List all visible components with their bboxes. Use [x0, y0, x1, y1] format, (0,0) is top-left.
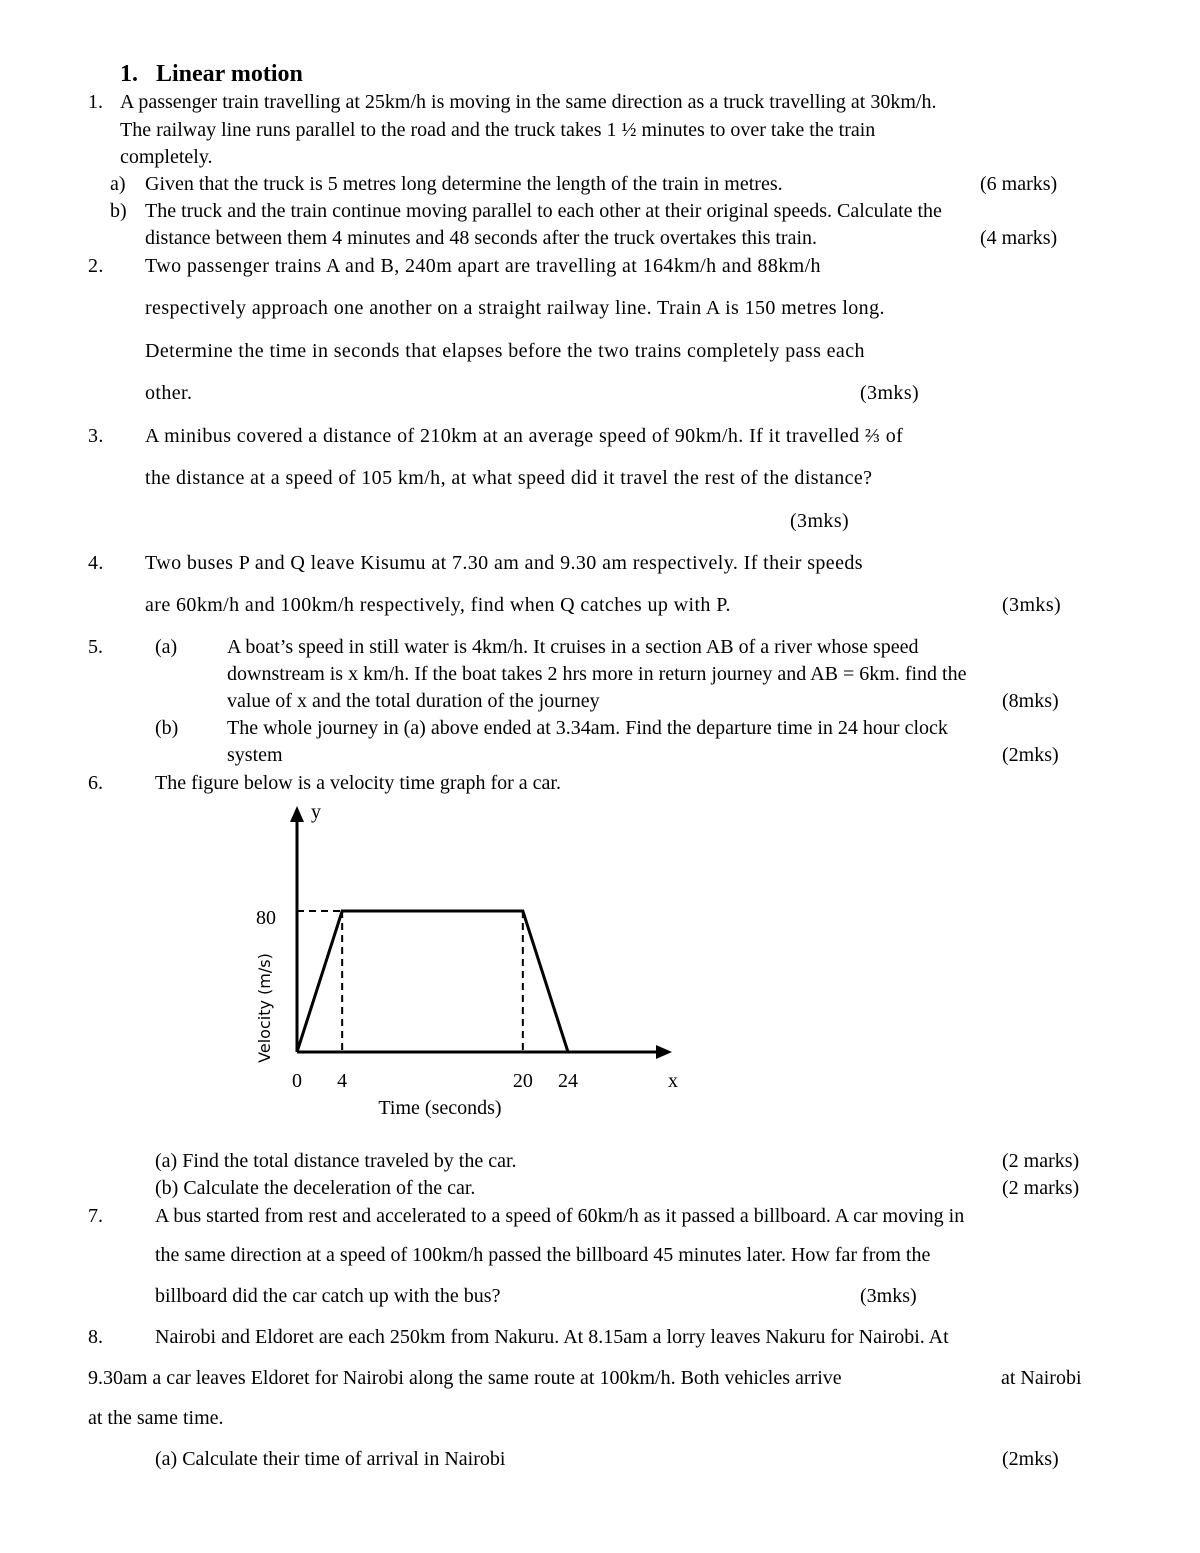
question-text-line: the same direction at a speed of 100km/h passed the billboard 45 minutes later. How far from the — [155, 1244, 931, 1266]
question-text-line: the distance at a speed of 105 km/h, at what speed did it travel the rest of the distance? — [145, 467, 873, 489]
subpart-text: distance between them 4 minutes and 48 seconds after the truck overtakes this train. — [145, 227, 818, 249]
subpart-text: The truck and the train continue moving parallel to each other at their original speeds. Calculate the — [145, 200, 942, 222]
subpart-text: system — [227, 744, 283, 766]
question-text-line: Two passenger trains A and B, 240m apart are travelling at 164km/h and 88km/h — [145, 255, 821, 277]
graph-axes — [290, 806, 672, 1059]
x-tick-label: 0 — [292, 1070, 302, 1092]
marks: (3mks) — [1002, 594, 1062, 616]
question-text-line: billboard did the car catch up with the bus? — [155, 1285, 501, 1307]
question-text-line: A minibus covered a distance of 210km at an average speed of 90km/h. If it travelled ⅔ of — [145, 425, 904, 447]
velocity-line — [297, 911, 568, 1052]
x-tick-label: 24 — [558, 1070, 578, 1092]
question-number: 1. — [88, 91, 103, 113]
question-text-line: are 60km/h and 100km/h respectively, find when Q catches up with P. — [145, 594, 731, 616]
question-text-line: other. — [145, 382, 193, 404]
subpart-text: The whole journey in (a) above ended at 3.34am. Find the departure time in 24 hour clock — [227, 717, 948, 739]
subpart-text: downstream is x km/h. If the boat takes 2 hrs more in return journey and AB = 6km. find the — [227, 663, 967, 685]
question-text-line: respectively approach one another on a straight railway line. Train A is 150 metres long. — [145, 297, 885, 319]
marks: (3mks) — [860, 382, 920, 404]
question-text-line: at the same time. — [88, 1407, 224, 1429]
graph-line — [297, 911, 568, 1052]
x-axis-title: Time (seconds) — [378, 1097, 502, 1119]
graph-labels — [255, 801, 678, 1119]
graph-guides — [297, 911, 523, 1052]
section-number: 1. — [120, 61, 138, 87]
question-number: 4. — [88, 552, 104, 574]
question-text-line: Determine the time in seconds that elapses before the two trains completely pass each — [145, 340, 865, 362]
question-text-line: A passenger train travelling at 25km/h is moving in the same direction as a truck travelling at 30km/h. — [120, 91, 937, 113]
y-axis-arrow-icon — [290, 806, 304, 822]
question-text-line: The figure below is a velocity time graph for a car. — [155, 772, 561, 794]
question-number: 3. — [88, 425, 104, 447]
question-text-line: The railway line runs parallel to the road and the truck takes 1 ½ minutes to over take the train — [120, 119, 876, 141]
marks: (2mks) — [1002, 744, 1059, 766]
x-tick-label: 20 — [512, 1070, 533, 1092]
question-number: 2. — [88, 255, 104, 277]
y-axis-title: Velocity (m/s) — [255, 953, 274, 1063]
subpart-label: a) — [110, 173, 126, 195]
marks: (3mks) — [860, 1285, 917, 1307]
x-tick-label: 4 — [337, 1070, 348, 1092]
question-text-line: 9.30am a car leaves Eldoret for Nairobi along the same route at 100km/h. Both vehicles arrive — [88, 1367, 842, 1389]
x-axis-letter: x — [668, 1070, 678, 1092]
marks: (2 marks) — [1002, 1150, 1080, 1172]
subpart-label: (b) — [155, 717, 179, 739]
x-axis-arrow-icon — [656, 1045, 672, 1059]
subpart-text: (a) Calculate their time of arrival in Nairobi — [155, 1448, 506, 1470]
question-text-line: Two buses P and Q leave Kisumu at 7.30 am and 9.30 am respectively. If their speeds — [145, 552, 863, 574]
marks: (4 marks) — [980, 227, 1058, 249]
subpart-label: (a) — [155, 636, 178, 658]
question-text-line: completely. — [120, 146, 213, 168]
question-text-line: at Nairobi — [1001, 1367, 1082, 1389]
subpart-text: A boat’s speed in still water is 4km/h. It cruises in a section AB of a river whose speed — [227, 636, 919, 658]
y-tick-label: 80 — [256, 907, 276, 929]
question-text-line: Nairobi and Eldoret are each 250km from Nakuru. At 8.15am a lorry leaves Nakuru for Nairobi. At — [155, 1326, 949, 1348]
subpart-text: Given that the truck is 5 metres long determine the length of the train in metres. — [145, 173, 783, 195]
marks: (2 marks) — [1002, 1177, 1080, 1199]
question-number: 7. — [88, 1205, 103, 1227]
marks: (8mks) — [1002, 690, 1059, 712]
subpart-label: b) — [110, 200, 127, 222]
y-axis-letter: y — [311, 801, 321, 823]
section-title: Linear motion — [156, 61, 303, 87]
subpart-text: (a) Find the total distance traveled by the car. — [155, 1150, 517, 1172]
subpart-text: value of x and the total duration of the journey — [227, 690, 600, 712]
marks: (2mks) — [1002, 1448, 1059, 1470]
subpart-text: (b) Calculate the deceleration of the car. — [155, 1177, 476, 1199]
marks: (6 marks) — [980, 173, 1058, 195]
question-number: 5. — [88, 636, 103, 658]
question-number: 8. — [88, 1326, 103, 1348]
question-number: 6. — [88, 772, 103, 794]
marks: (3mks) — [790, 510, 850, 532]
question-text-line: A bus started from rest and accelerated to a speed of 60km/h as it passed a billboard. A car moving in — [155, 1205, 965, 1227]
